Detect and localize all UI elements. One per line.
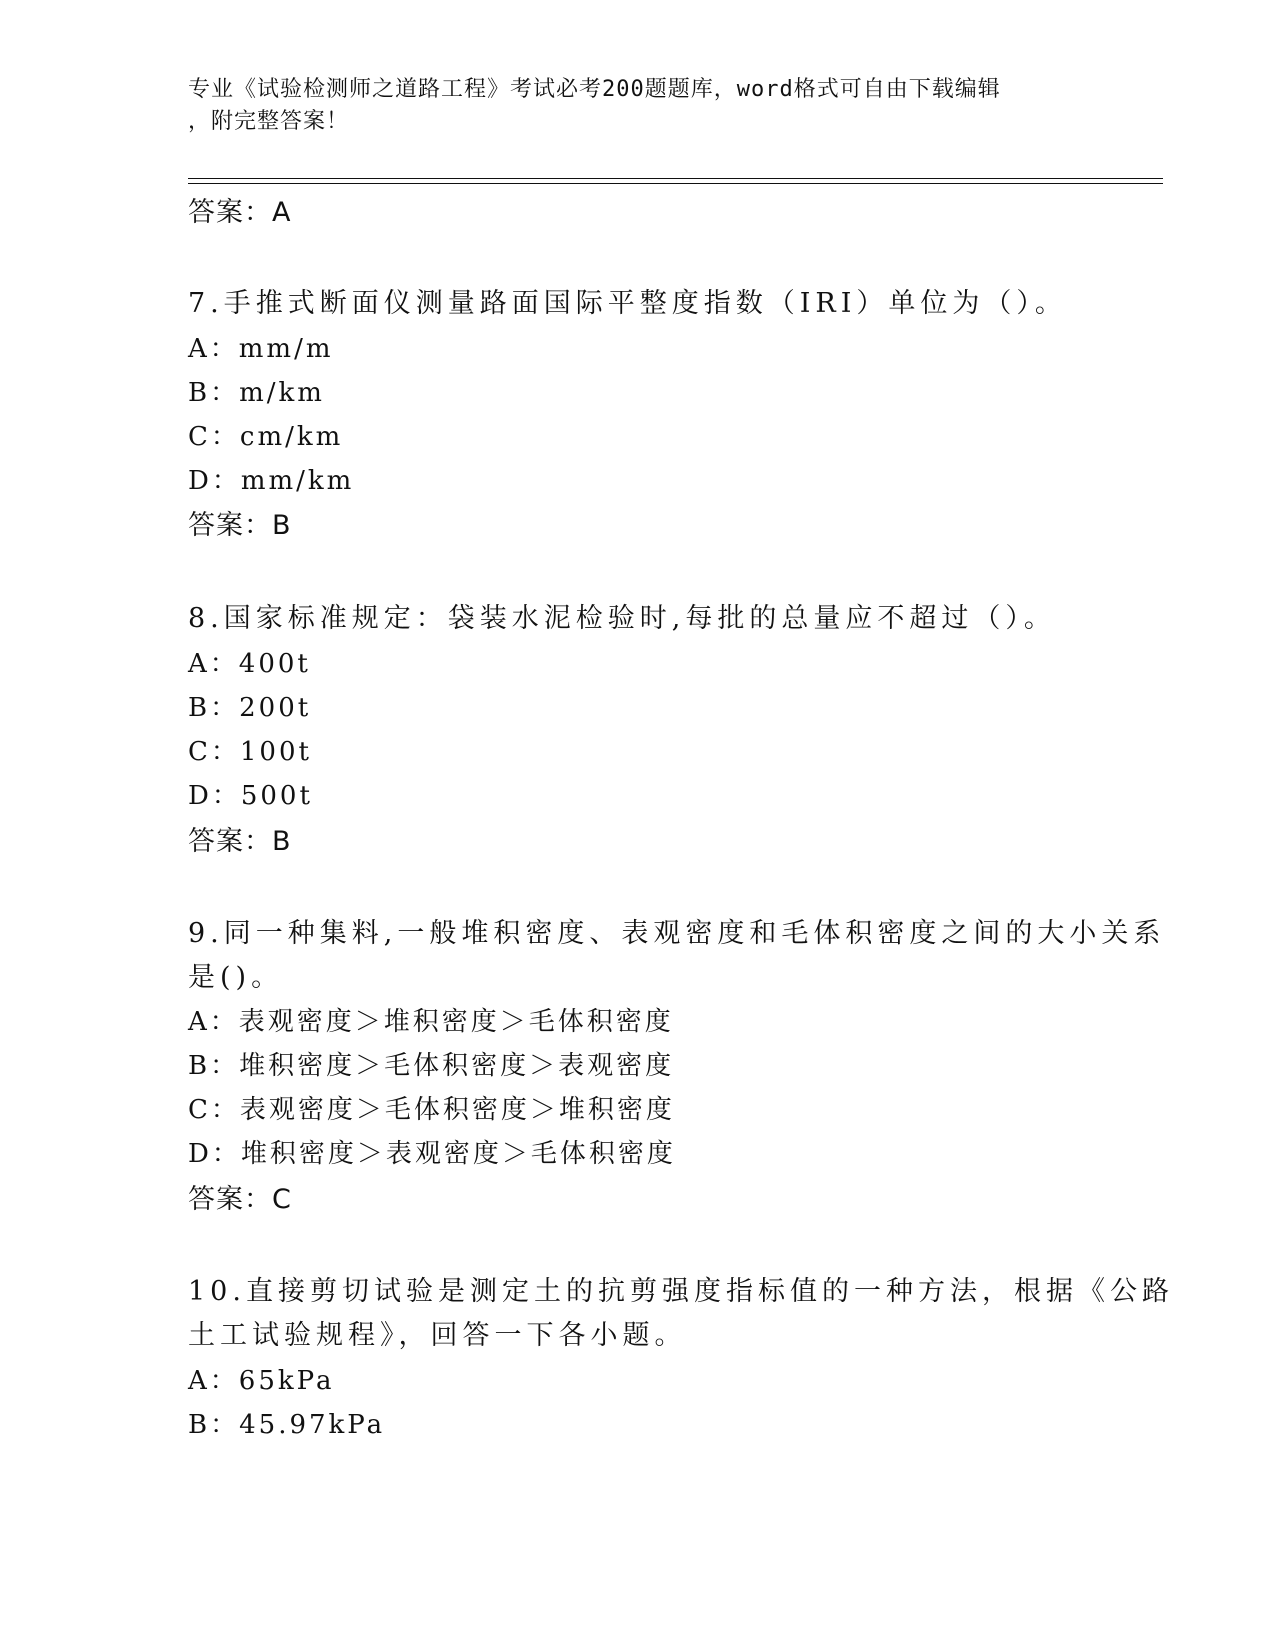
header-divider-bottom: [188, 183, 1163, 184]
question-7-option-b: B：m/km: [188, 378, 325, 408]
question-8-stem: 8.国家标准规定：袋装水泥检验时,每批的总量应不超过（）。: [188, 603, 1056, 634]
question-7-answer: 答案：B: [188, 510, 292, 541]
question-7-option-a: A：mm/m: [188, 334, 334, 364]
question-9-option-b: B：堆积密度＞毛体积密度＞表观密度: [188, 1051, 675, 1081]
header-divider-top: [188, 178, 1163, 179]
question-7-stem: 7.手推式断面仪测量路面国际平整度指数（IRI）单位为（）。: [188, 288, 1067, 319]
header-line-2: ，附完整答案！: [188, 109, 350, 134]
question-9-answer: 答案：C: [188, 1184, 292, 1215]
question-9-option-c: C：表观密度＞毛体积密度＞堆积密度: [188, 1095, 675, 1125]
question-8-option-a: A：400t: [188, 649, 311, 679]
question-8-answer: 答案：B: [188, 826, 292, 857]
answer-line: 答案：A: [188, 197, 292, 228]
question-9-option-a: A：表观密度＞堆积密度＞毛体积密度: [188, 1007, 674, 1037]
question-8-option-d: D：500t: [188, 781, 313, 811]
question-7-option-c: C：cm/km: [188, 422, 344, 452]
question-10-stem-line-1: 10.直接剪切试验是测定土的抗剪强度指标值的一种方法，根据《公路: [188, 1276, 1174, 1307]
question-10-option-b: B：45.97kPa: [188, 1410, 386, 1440]
question-9-stem-line-2: 是()。: [188, 962, 284, 993]
question-7-option-d: D：mm/km: [188, 466, 355, 496]
question-9-stem-line-1: 9.同一种集料,一般堆积密度、表观密度和毛体积密度之间的大小关系: [188, 918, 1166, 949]
question-8-option-c: C：100t: [188, 737, 312, 767]
question-8-option-b: B：200t: [188, 693, 312, 723]
header-line-1: 专业《试验检测师之道路工程》考试必考200题题库，word格式可自由下载编辑: [188, 77, 1001, 102]
question-10-option-a: A：65kPa: [188, 1366, 335, 1396]
document-header: [188, 74, 1088, 138]
question-10-stem-line-2: 土工试验规程》，回答一下各小题。: [188, 1320, 687, 1351]
question-9-option-d: D：堆积密度＞表观密度＞毛体积密度: [188, 1139, 676, 1169]
